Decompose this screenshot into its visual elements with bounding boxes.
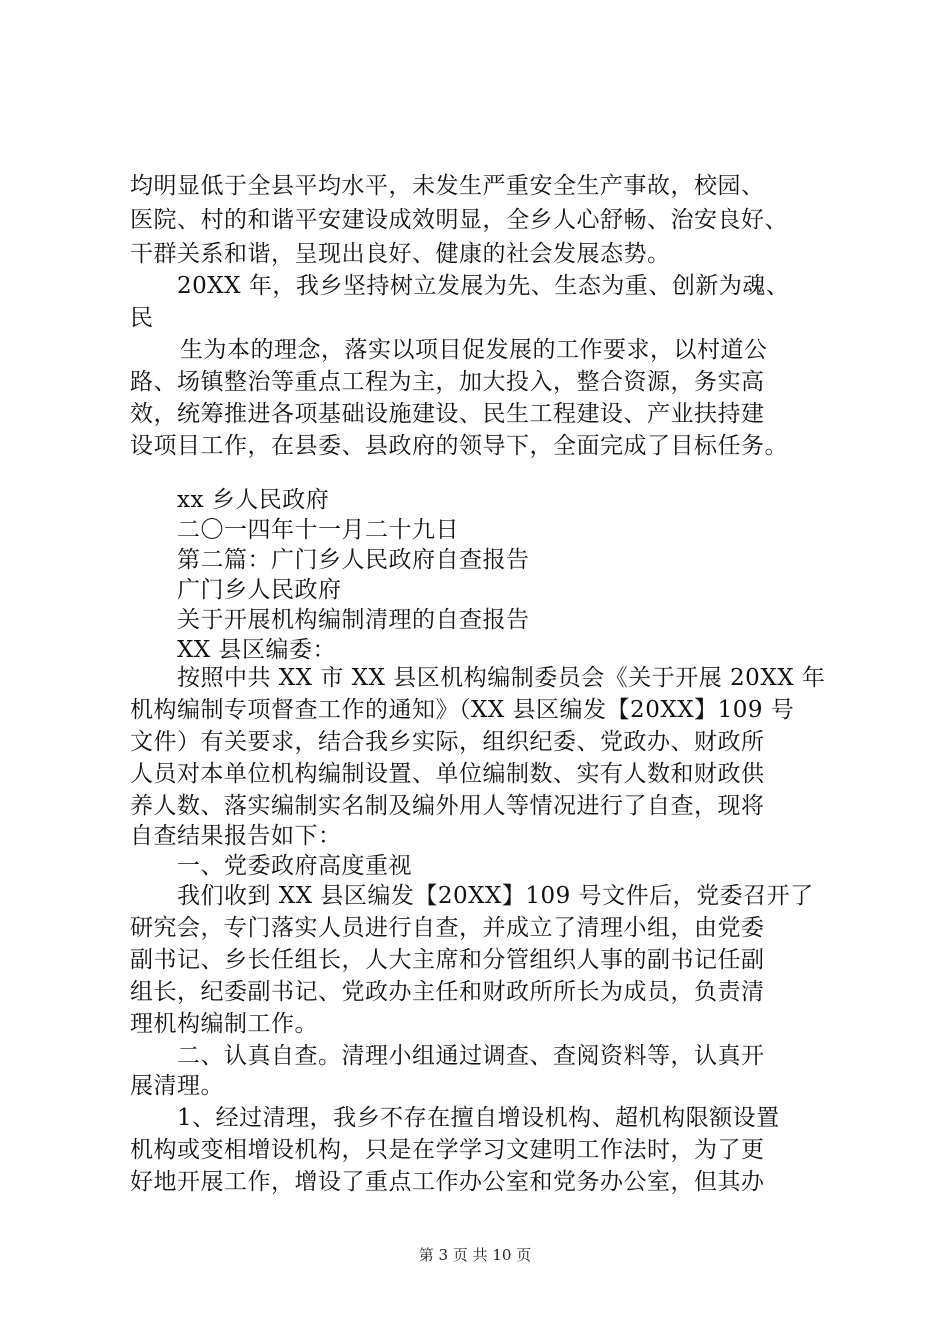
body-text-line: 我们收到 XX 县区编发【20XX】109 号文件后，党委召开了 — [177, 883, 814, 909]
body-text-line: 副书记、乡长任组长，人大主席和分管组织人事的副书记任副 — [130, 947, 765, 973]
body-text-line: 好地开展工作，增设了重点工作办公室和党务办公室，但其办 — [130, 1169, 765, 1195]
report-addressee: XX 县区编委： — [177, 637, 337, 663]
body-text-line: 文件）有关要求，结合我乡实际，组织纪委、党政办、财政所 — [130, 729, 765, 755]
body-text-line: 研究会，专门落实人员进行自查，并成立了清理小组，由党委 — [130, 915, 765, 941]
body-text-line: 路、场镇整治等重点工程为主，加大投入，整合资源，务实高 — [130, 369, 765, 395]
body-text-line: 组长，纪委副书记、党政办主任和财政所所长为成员，负责清 — [130, 979, 765, 1005]
body-text-line: 机构或变相增设机构，只是在学学习文建明工作法时，为了更 — [130, 1137, 765, 1163]
body-text-line: 二、认真自查。清理小组通过调查、查阅资料等，认真开 — [177, 1043, 765, 1069]
body-text-line: 医院、村的和谐平安建设成效明显，全乡人心舒畅、治安良好、 — [130, 207, 788, 233]
body-text-line: 按照中共 XX 市 XX 县区机构编制委员会《关于开展 20XX 年 — [177, 665, 826, 691]
body-text-line: 养人数、落实编制实名制及编外用人等情况进行了自查，现将 — [130, 793, 765, 819]
body-text-line: 设项目工作，在县委、县政府的领导下，全面完成了目标任务。 — [130, 433, 788, 459]
page-number-footer: 第 3 页 共 10 页 — [418, 1246, 532, 1264]
report-title: 关于开展机构编制清理的自查报告 — [177, 607, 530, 633]
body-text-line: 民 — [130, 305, 154, 331]
body-text-line: 1、经过清理，我乡不存在擅自增设机构、超机构限额设置 — [177, 1105, 780, 1131]
body-text-line: 20XX 年，我乡坚持树立发展为先、生态为重、创新为魂、 — [177, 273, 790, 299]
body-text-line: 人员对本单位机构编制设置、单位编制数、实有人数和财政供 — [130, 761, 765, 787]
section-heading: 一、党委政府高度重视 — [177, 853, 412, 879]
signature-organization: xx 乡人民政府 — [177, 487, 330, 513]
body-text-line: 机构编制专项督查工作的通知》（XX 县区编发【20XX】109 号 — [130, 697, 795, 723]
signature-date: 二〇一四年十一月二十九日 — [177, 517, 459, 543]
body-text-line: 自查结果报告如下： — [130, 823, 342, 849]
body-text-line: 均明显低于全县平均水平，未发生严重安全生产事故，校园、 — [130, 173, 765, 199]
section-title: 第二篇：广门乡人民政府自查报告 — [177, 547, 530, 573]
body-text-line: 展清理。 — [130, 1073, 224, 1099]
report-issuer: 广门乡人民政府 — [177, 577, 342, 603]
body-text-line: 效，统筹推进各项基础设施建设、民生工程建设、产业扶持建 — [130, 401, 765, 427]
body-text-line: 生为本的理念，落实以项目促发展的工作要求，以村道公 — [180, 337, 768, 363]
body-text-line: 理机构编制工作。 — [130, 1011, 318, 1037]
body-text-line: 干群关系和谐，呈现出良好、健康的社会发展态势。 — [130, 241, 671, 267]
